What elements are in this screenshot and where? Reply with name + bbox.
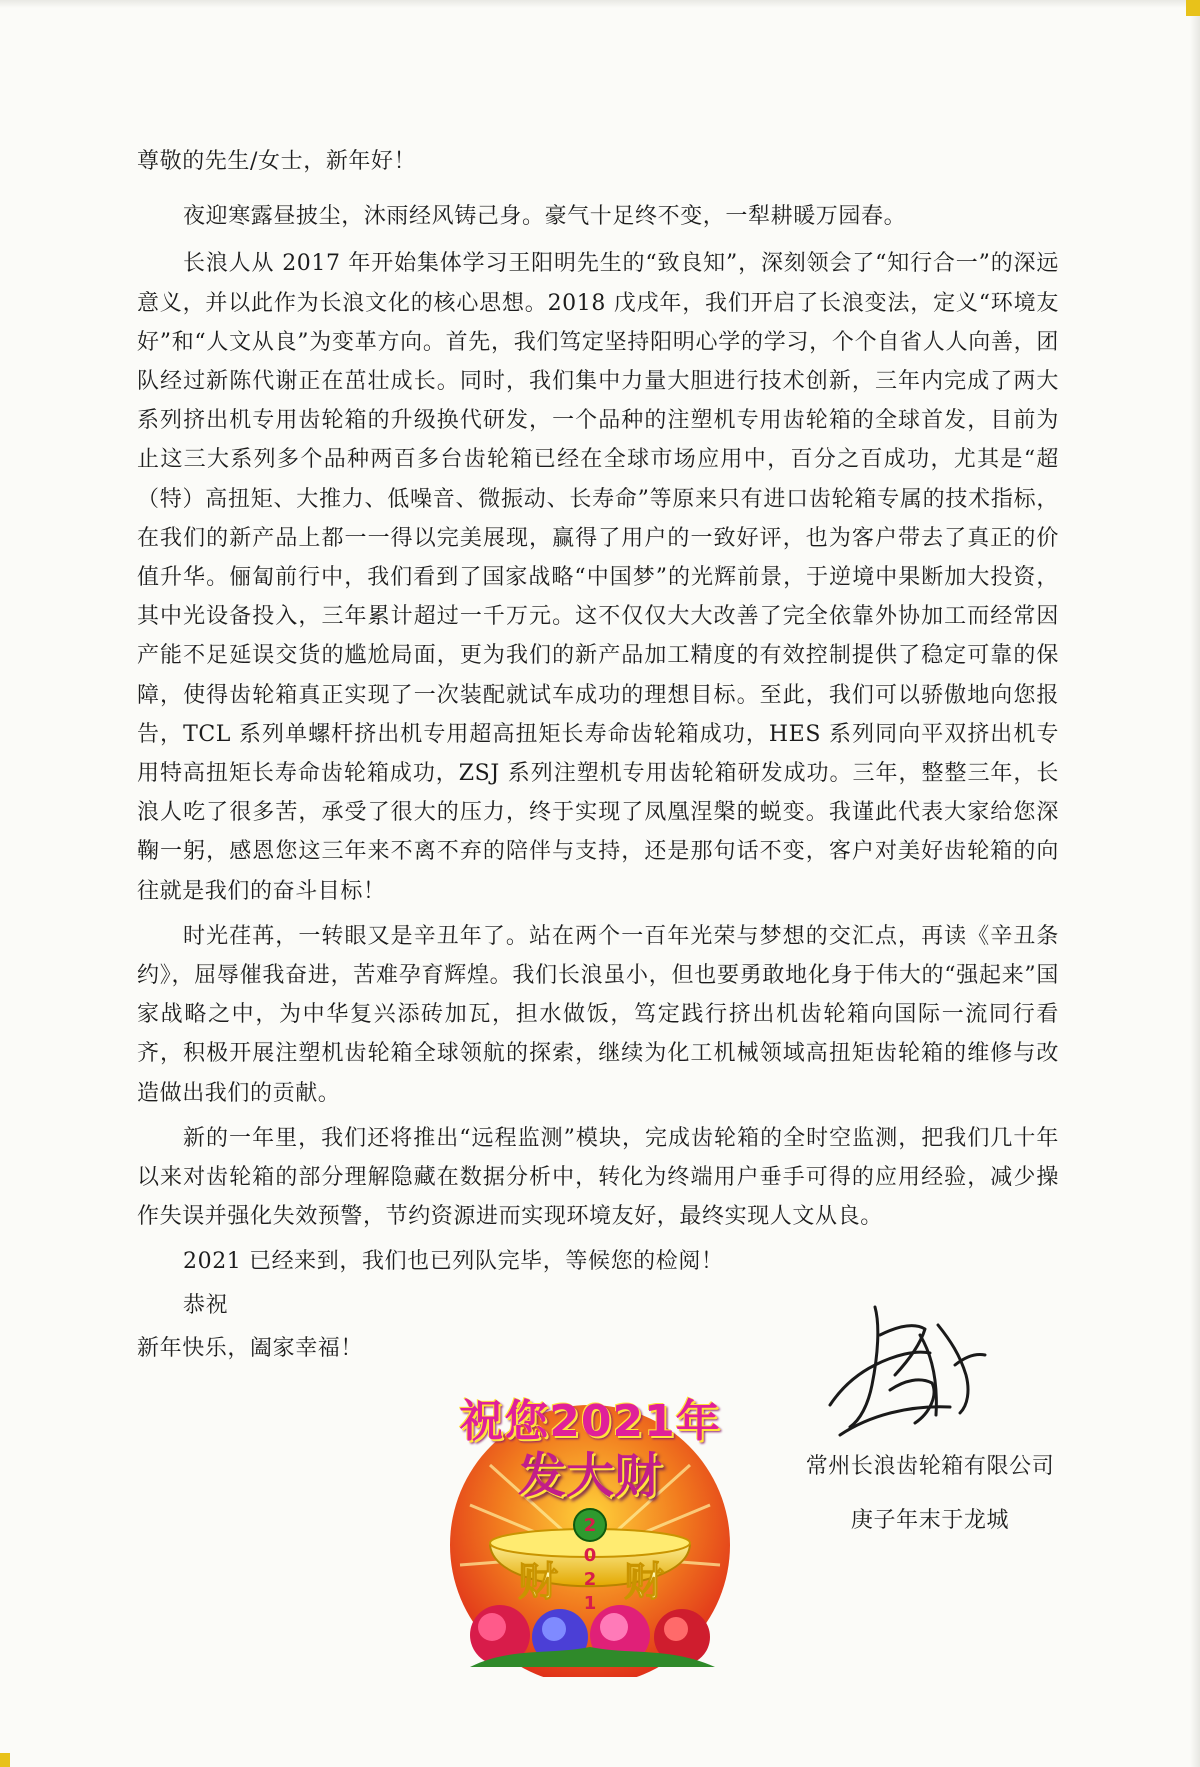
new-year-greeting-graphic [430,1385,750,1677]
greeting-line-2: 发大财 [517,1448,662,1504]
handwritten-signature [820,1295,990,1445]
signature-block [780,1440,1080,1548]
greeting-line-1: 祝您2021年 [459,1396,721,1447]
corner-tab [1186,0,1200,16]
side-char-left: 财 [518,1559,558,1605]
paragraph-achievements: 长浪人从 2017 年开始集体学习王阳明先生的“致良知”，深刻领会了“知行合一”的深远意义，并以此作为长浪文化的核心思想。2018 戊戌年，我们开启了长浪变法，定义“环境友好”和“人文从良”为变革方向。首先，我们笃定坚持阳明心学的学习，个个自省人人向善，团队经过新陈代谢正在茁壮成长。同时，我们集中力量大胆进行技术创新，三年内完成了两大系列挤出机专用齿轮箱的升级换代研发，一个品种的注塑机专用齿轮箱的全球首发，目前为止这三大系列多个品种两百多台齿轮箱已经在全球市场应用中，百分之百成功，尤其是“超（特）高扭矩、大推力、低噪音、微振动、长寿命”等原来只有进口齿轮箱专属的技术指标，在我们的新产品上都一一得以完美展现，赢得了用户的一致好评，也为客户带去了真正的价值升华。俪匐前行中，我们看到了国家战略“中国梦”的光辉前景，于逆境中果断加大投资，其中光设备投入，三年累计超过一千万元。这不仅仅大大改善了完全依靠外协加工而经常因产能不足延误交货的尴尬局面，更为我们的新产品加工精度的有效控制提供了稳定可靠的保障，使得齿轮箱真正实现了一次装配就试车成功的理想目标。至此，我们可以骄傲地向您报告，TCL 系列单螺杆挤出机专用超高扭矩长寿命齿轮箱成功，HES 系列同向平双挤出机专用特高扭矩长寿命齿轮箱成功，ZSJ 系列注塑机专用齿轮箱研发成功。三年，整整三年，长浪人吃了很多苦，承受了很大的压力，终于实现了凤凰涅槃的蜕变。我谨此代表大家给您深鞠一躬，感恩您这三年来不离不弃的陪伴与支持，还是那句话不变，客户对美好齿轮箱的向往就是我们的奋斗目标！ [137,251,1059,904]
closing-respect: 恭祝 [183,1292,229,1318]
page-right-edge [1190,0,1200,1767]
paragraph-2021: 2021 已经来到，我们也已列队完毕，等候您的检阅！ [183,1249,724,1275]
closing-wish: 新年快乐，阖家幸福！ [137,1335,364,1361]
opening-poem: 夜迎寒露昼披尘，沐雨经风铸己身。豪气十足终不变，一犁耕暖万园春。 [183,204,907,230]
side-char-right: 财 [624,1559,664,1605]
corner-tab-bottom [0,1753,10,1767]
coin-digit: 2 [583,1515,597,1536]
salutation: 尊敬的先生/女士，新年好！ [137,149,417,174]
coin-digit: 2 [583,1569,597,1590]
coin-digit: 1 [583,1593,597,1614]
coin-digit: 0 [583,1545,597,1566]
page-top-edge [0,0,1200,8]
company-name: 常州长浪齿轮箱有限公司 [805,1454,1055,1479]
signature-date: 庚子年末于龙城 [850,1508,1010,1533]
letter-body [137,142,1059,1368]
paragraph-plans: 新的一年里，我们还将推出“远程监测”模块，完成齿轮箱的全时空监测，把我们几十年以来对齿轮箱的部分理解隐藏在数据分析中，转化为终端用户垂手可得的应用经验，减少操作失误并强化失效预警，节约资源进而实现环境友好，最终实现人文从良。 [137,1125,1059,1230]
paragraph-outlook: 时光荏苒，一转眼又是辛丑年了。站在两个一百年光荣与梦想的交汇点，再读《辛丑条约》，屈辱催我奋进，苦难孕育辉煌。我们长浪虽小，但也要勇敢地化身于伟大的“强起来”国家战略之中，为中华复兴添砖加瓦，担水做饭，笃定践行挤出机齿轮箱向国际一流同行看齐，积极开展注塑机齿轮箱全球领航的探索，继续为化工机械领域高扭矩齿轮箱的维修与改造做出我们的贡献。 [137,923,1059,1106]
